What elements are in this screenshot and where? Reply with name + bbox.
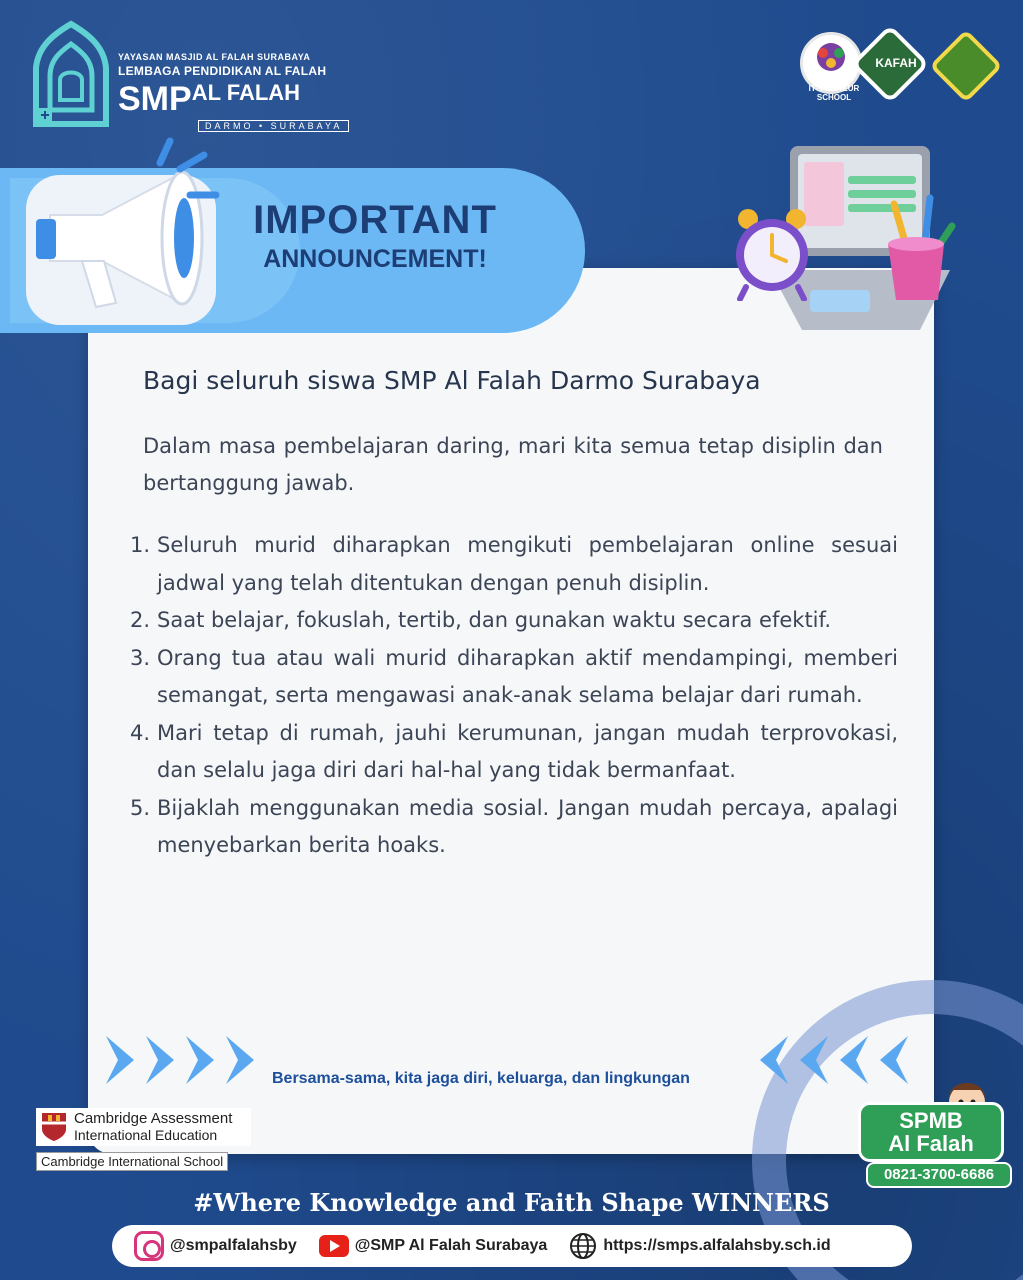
cambridge-shield-icon bbox=[40, 1111, 68, 1143]
banner-subtitle: ANNOUNCEMENT! bbox=[263, 245, 487, 273]
footer-message: Bersama-sama, kita jaga diri, keluarga, dan lingkungan bbox=[272, 1070, 690, 1087]
announcement-heading: Bagi seluruh siswa SMP Al Falah Darmo Surabaya bbox=[143, 366, 761, 395]
chevrons-left-icon bbox=[758, 1030, 923, 1090]
list-item: 1. Seluruh murid diharapkan mengikuti pembelajaran online sesuai jadwal yang telah ditentukan dengan penuh disiplin. bbox=[130, 533, 898, 595]
spmb-title: SPMB bbox=[899, 1108, 963, 1133]
megaphone-icon bbox=[12, 135, 222, 335]
cambridge-school-label: Cambridge International School bbox=[36, 1152, 228, 1171]
list-item: 2. Saat belajar, fokuslah, tertib, dan gunakan waktu secara efektif. bbox=[130, 608, 832, 632]
spmb-phone[interactable]: 0821-3700-6686 bbox=[866, 1162, 1012, 1188]
website-link[interactable]: https://smps.alfalahsby.sch.id bbox=[569, 1232, 830, 1260]
instagram-icon bbox=[134, 1231, 164, 1261]
school-logo-icon bbox=[30, 20, 112, 130]
cambridge-logo bbox=[36, 1108, 251, 1176]
contact-bar bbox=[112, 1225, 912, 1267]
list-item: 5. Bijaklah menggunakan media sosial. Jangan mudah percaya, apalagi menyebarkan berita hoaks. bbox=[130, 795, 898, 857]
itpreneur-label: IT- PRENEUR SCHOOL bbox=[808, 84, 860, 102]
alfalah-badge bbox=[929, 29, 1003, 103]
announcement-list bbox=[130, 527, 898, 865]
list-item: 4. Mari tetap di rumah, jauhi kerumunan, jangan mudah terprovokasi, dan selalu jaga diri dari hal-hal yang tidak bermanfaat. bbox=[130, 720, 898, 782]
institution-name: LEMBAGA PENDIDIKAN AL FALAH bbox=[118, 64, 327, 78]
kafah-label: KAFAH bbox=[875, 56, 917, 70]
spmb-subtitle: Al Falah bbox=[888, 1131, 974, 1156]
list-item: 3. Orang tua atau wali murid diharapkan aktif mendampingi, memberi semangat, serta mengawasi anak-anak selama belajar dari rumah. bbox=[130, 645, 898, 707]
globe-icon bbox=[569, 1232, 597, 1260]
school-name-block bbox=[118, 52, 343, 134]
foundation-name: YAYASAN MASJID AL FALAH SURABAYA bbox=[118, 52, 311, 62]
banner-title: IMPORTANT bbox=[253, 198, 497, 242]
youtube-icon bbox=[319, 1235, 349, 1257]
school-name: $SMP^{AL FALAH}$ bbox=[118, 80, 301, 118]
cambridge-line1: Cambridge Assessment bbox=[74, 1110, 233, 1127]
youtube-link[interactable]: @SMP Al Falah Surabaya bbox=[319, 1235, 548, 1257]
chevrons-right-icon bbox=[104, 1030, 274, 1090]
itpreneur-icon bbox=[803, 35, 859, 91]
announcement-intro: Dalam masa pembelajaran daring, mari kita semua tetap disiplin dan bertanggung jawab. bbox=[143, 434, 883, 495]
instagram-link[interactable]: @smpalfalahsby bbox=[134, 1231, 297, 1261]
school-location: DARMO • SURABAYA bbox=[198, 120, 349, 132]
alarm-clock-icon bbox=[732, 205, 814, 301]
tagline: #Where Knowledge and Faith Shape WINNERS bbox=[193, 1188, 830, 1217]
cambridge-line2: International Education bbox=[74, 1127, 218, 1143]
pencil-cup-icon bbox=[880, 192, 960, 304]
